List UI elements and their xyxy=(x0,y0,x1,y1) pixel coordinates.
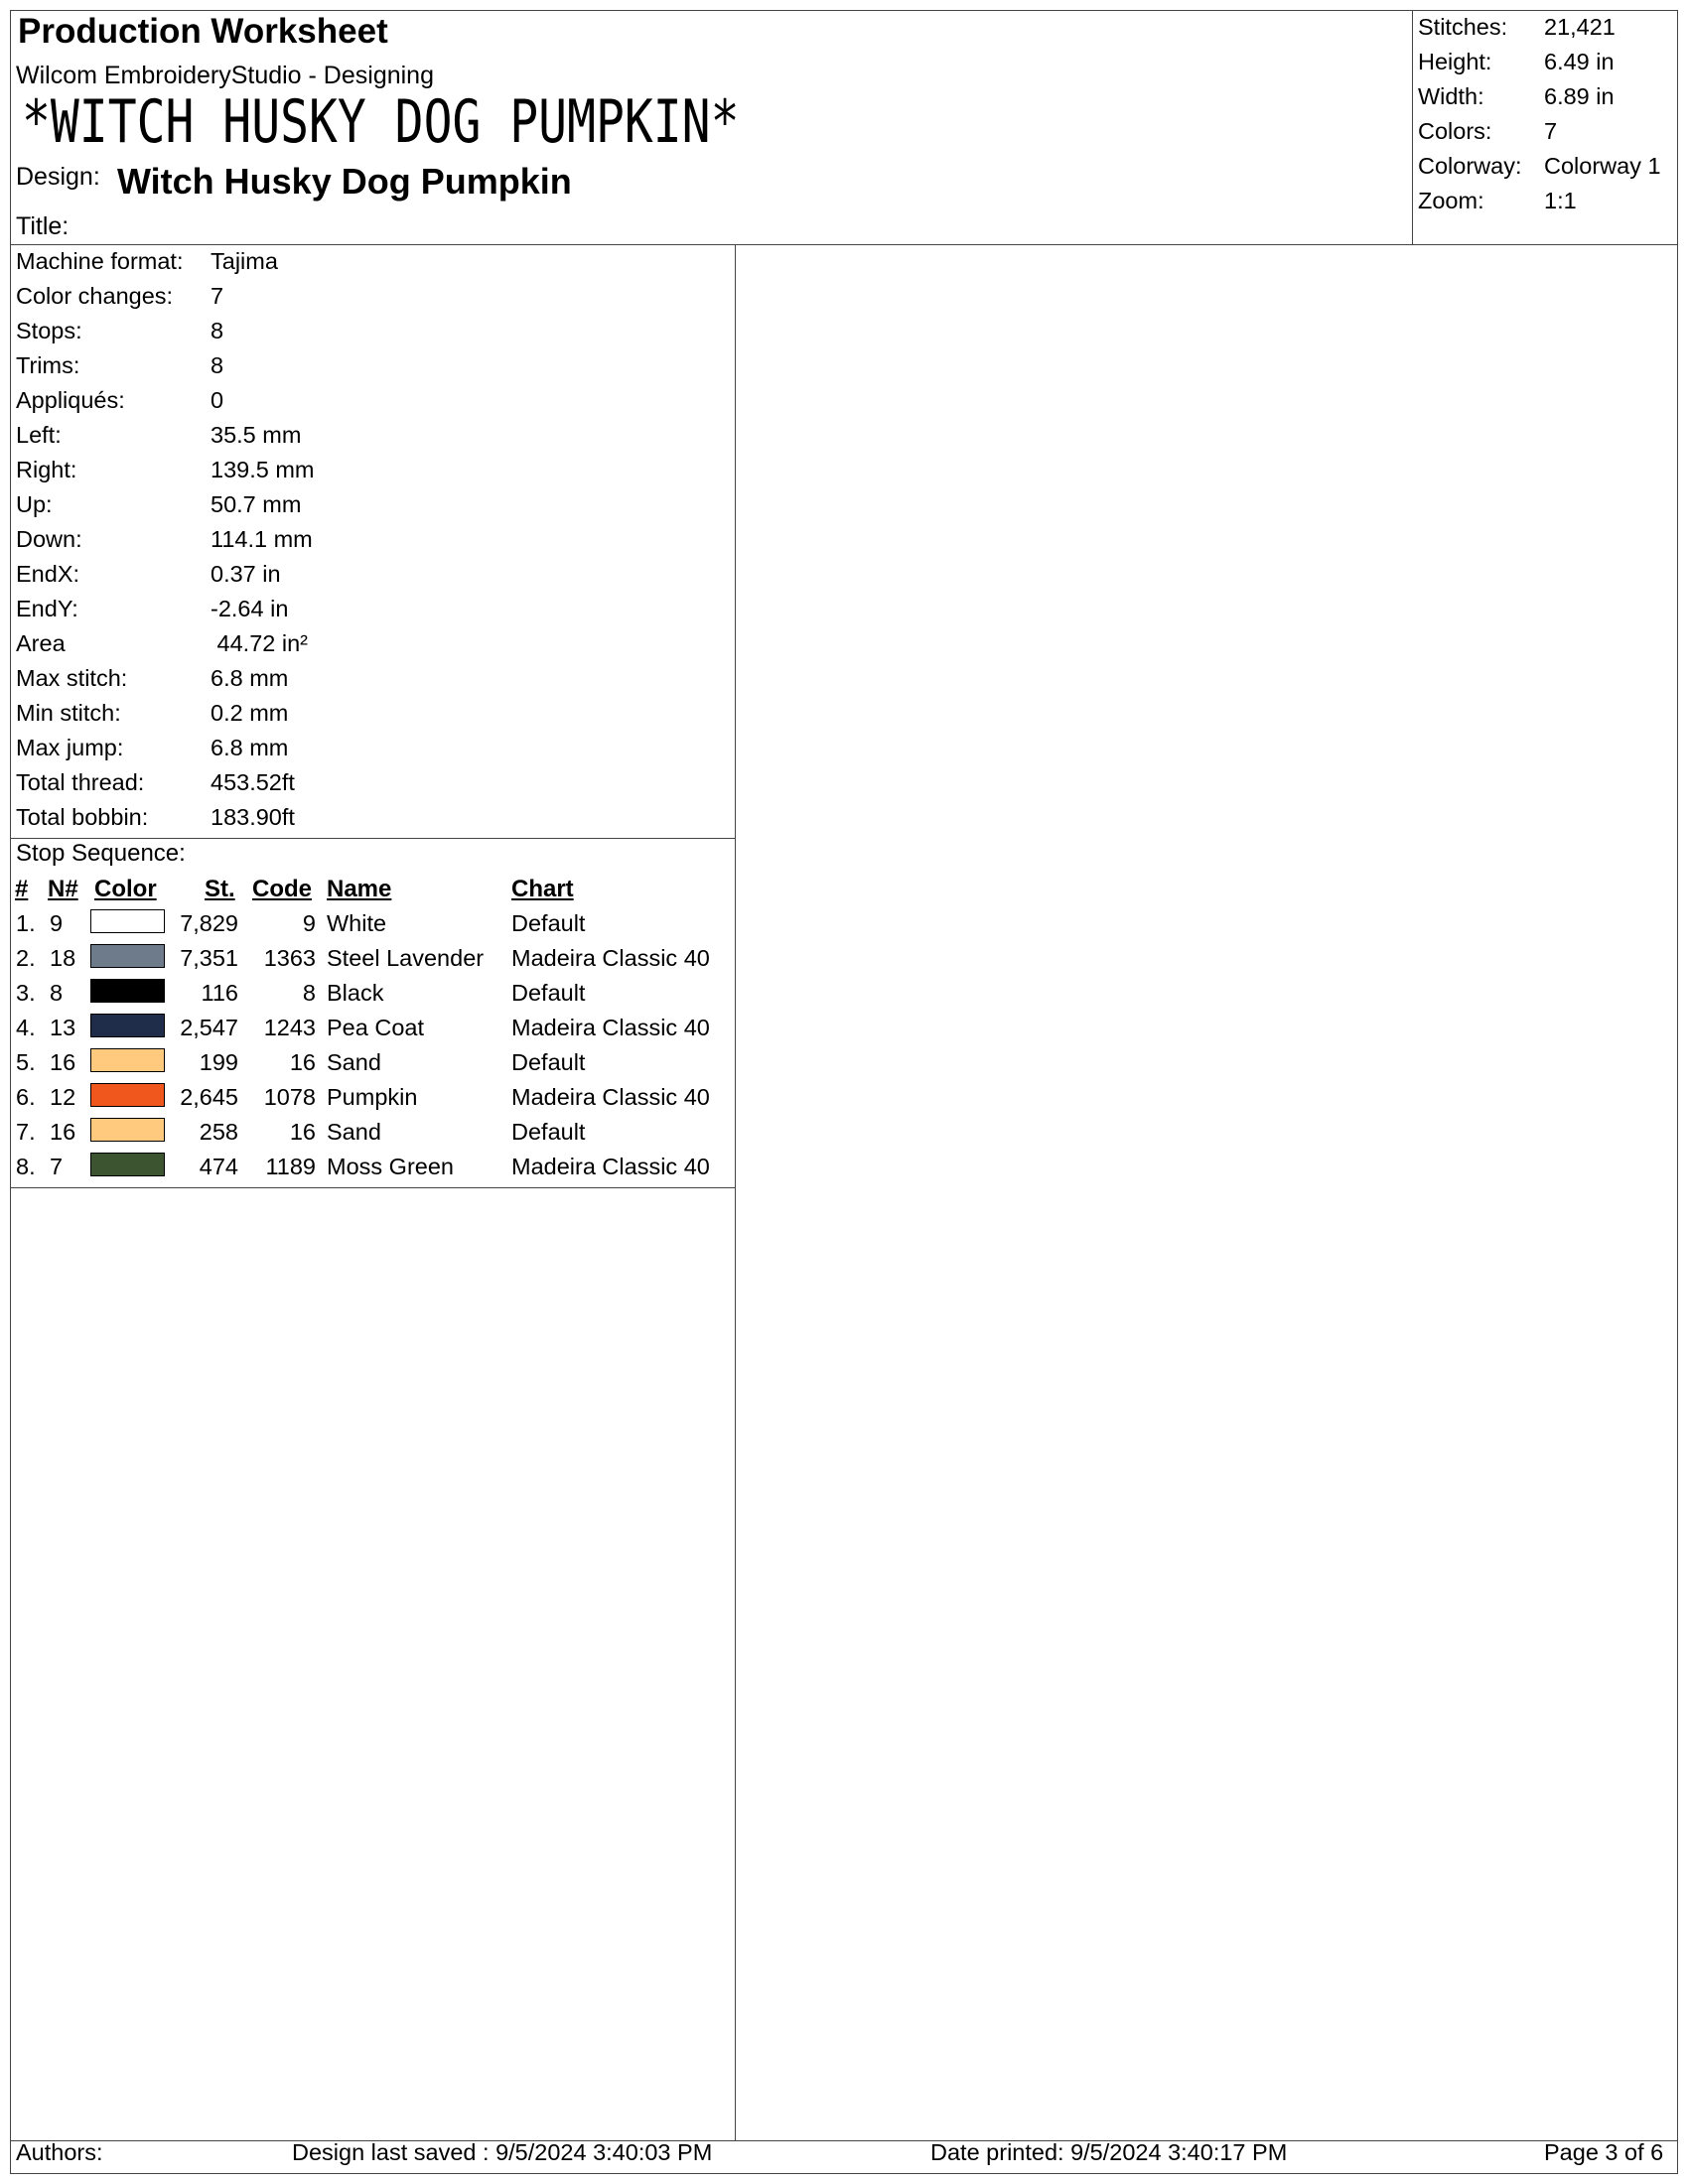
stat-value: 183.90ft xyxy=(211,804,295,830)
height-value: 6.49 in xyxy=(1544,49,1615,74)
row-stitches: 116 xyxy=(201,980,238,1006)
row-chart: Madeira Classic 40 xyxy=(511,1015,710,1040)
colors-label: Colors: xyxy=(1418,118,1492,144)
row-number: 8. xyxy=(16,1154,36,1179)
design-name: Witch Husky Dog Pumpkin xyxy=(117,161,572,202)
row-number: 6. xyxy=(16,1084,36,1110)
stat-label: EndY: xyxy=(16,596,78,621)
design-preview-area xyxy=(736,245,1677,2139)
row-name: Black xyxy=(327,980,384,1006)
color-swatch xyxy=(90,1048,165,1072)
stat-value: 0 xyxy=(211,387,224,413)
stat-value: 8 xyxy=(211,352,224,378)
row-chart: Default xyxy=(511,980,586,1006)
row-needle: 12 xyxy=(50,1084,76,1110)
stat-label: Total thread: xyxy=(16,769,145,795)
color-swatch xyxy=(90,1153,165,1176)
row-code: 1189 xyxy=(265,1154,316,1179)
stat-value: 44.72 in² xyxy=(211,630,308,656)
row-stitches: 2,645 xyxy=(180,1084,238,1110)
width-label: Width: xyxy=(1418,83,1484,109)
row-chart: Default xyxy=(511,910,586,936)
row-number: 2. xyxy=(16,945,36,971)
stats-divider xyxy=(10,838,735,839)
stat-label: Down: xyxy=(16,526,82,552)
zoom-label: Zoom: xyxy=(1418,188,1484,213)
page-number: Page 3 of 6 xyxy=(1544,2139,1664,2165)
row-stitches: 474 xyxy=(199,1154,238,1179)
row-chart: Madeira Classic 40 xyxy=(511,1154,710,1179)
colors-value: 7 xyxy=(1544,118,1558,144)
stat-value: 453.52ft xyxy=(211,769,295,795)
stat-value: 35.5 mm xyxy=(211,422,302,448)
stat-value: 7 xyxy=(211,283,224,309)
row-needle: 16 xyxy=(50,1119,76,1145)
row-stitches: 258 xyxy=(199,1119,238,1145)
row-needle: 13 xyxy=(50,1015,76,1040)
row-number: 3. xyxy=(16,980,36,1006)
height-label: Height: xyxy=(1418,49,1492,74)
col-needle-header: N# xyxy=(48,876,78,902)
stat-value: Tajima xyxy=(211,248,278,274)
row-chart: Madeira Classic 40 xyxy=(511,945,710,971)
row-stitches: 7,829 xyxy=(180,910,238,936)
stat-label: Color changes: xyxy=(16,283,174,309)
stat-value: 114.1 mm xyxy=(211,526,313,552)
row-code: 9 xyxy=(302,910,316,936)
date-printed: Date printed: 9/5/2024 3:40:17 PM xyxy=(930,2139,1288,2165)
row-number: 1. xyxy=(16,910,36,936)
color-swatch xyxy=(90,1118,165,1142)
row-stitches: 2,547 xyxy=(180,1015,238,1040)
row-name: Moss Green xyxy=(327,1154,454,1179)
row-code: 8 xyxy=(302,980,316,1006)
stat-value: 8 xyxy=(211,318,224,343)
row-name: Pea Coat xyxy=(327,1015,424,1040)
stitches-value: 21,421 xyxy=(1544,14,1616,40)
width-value: 6.89 in xyxy=(1544,83,1615,109)
title-label: Title: xyxy=(16,212,70,240)
color-swatch xyxy=(90,909,165,933)
authors-label: Authors: xyxy=(16,2139,103,2165)
stat-value: -2.64 in xyxy=(211,596,289,621)
row-code: 16 xyxy=(289,1049,316,1075)
color-swatch xyxy=(90,944,165,968)
color-swatch xyxy=(90,1014,165,1037)
row-code: 16 xyxy=(289,1119,316,1145)
col-stitches-header: St. xyxy=(205,876,235,902)
row-code: 1078 xyxy=(263,1084,316,1110)
col-chart-header: Chart xyxy=(511,876,574,902)
stat-value: 6.8 mm xyxy=(211,665,289,691)
stat-label: Up: xyxy=(16,491,53,517)
row-needle: 7 xyxy=(50,1154,64,1179)
row-needle: 8 xyxy=(50,980,64,1006)
stop-sequence-divider xyxy=(10,1187,735,1188)
row-chart: Default xyxy=(511,1049,586,1075)
color-swatch xyxy=(90,979,165,1003)
stat-value: 6.8 mm xyxy=(211,735,289,760)
row-name: White xyxy=(327,910,387,936)
stop-sequence-label: Stop Sequence: xyxy=(16,840,186,867)
stitches-label: Stitches: xyxy=(1418,14,1508,40)
stat-label: Area xyxy=(16,630,66,656)
row-chart: Madeira Classic 40 xyxy=(511,1084,710,1110)
stat-label: Total bobbin: xyxy=(16,804,149,830)
row-number: 7. xyxy=(16,1119,36,1145)
row-code: 1243 xyxy=(263,1015,316,1040)
row-stitches: 199 xyxy=(199,1049,238,1075)
stat-label: Max jump: xyxy=(16,735,124,760)
stat-label: Right: xyxy=(16,457,77,482)
row-name: Sand xyxy=(327,1119,381,1145)
row-number: 5. xyxy=(16,1049,36,1075)
summary-divider xyxy=(1412,10,1413,244)
row-name: Steel Lavender xyxy=(327,945,485,971)
stat-label: Trims: xyxy=(16,352,80,378)
row-name: Sand xyxy=(327,1049,381,1075)
stat-value: 0.2 mm xyxy=(211,700,289,726)
row-code: 1363 xyxy=(263,945,316,971)
stat-value: 139.5 mm xyxy=(211,457,315,482)
stat-label: Machine format: xyxy=(16,248,184,274)
stat-value: 50.7 mm xyxy=(211,491,302,517)
row-chart: Default xyxy=(511,1119,586,1145)
col-name-header: Name xyxy=(327,876,392,902)
zoom-value: 1:1 xyxy=(1544,188,1577,213)
last-saved: Design last saved : 9/5/2024 3:40:03 PM xyxy=(292,2139,713,2165)
stat-label: Max stitch: xyxy=(16,665,128,691)
colorway-value: Colorway 1 xyxy=(1544,153,1661,179)
row-needle: 9 xyxy=(50,910,64,936)
stat-value: 0.37 in xyxy=(211,561,281,587)
row-needle: 18 xyxy=(50,945,76,971)
row-needle: 16 xyxy=(50,1049,76,1075)
color-swatch xyxy=(90,1083,165,1107)
col-num-header: # xyxy=(15,876,29,902)
stat-label: Appliqués: xyxy=(16,387,125,413)
stat-label: Stops: xyxy=(16,318,82,343)
stat-label: EndX: xyxy=(16,561,80,587)
row-name: Pumpkin xyxy=(327,1084,418,1110)
page-title: Production Worksheet xyxy=(18,12,388,51)
row-stitches: 7,351 xyxy=(180,945,238,971)
col-code-header: Code xyxy=(252,876,312,902)
row-number: 4. xyxy=(16,1015,36,1040)
colorway-label: Colorway: xyxy=(1418,153,1522,179)
stat-label: Left: xyxy=(16,422,62,448)
software-name: Wilcom EmbroideryStudio - Designing xyxy=(16,62,434,89)
stat-label: Min stitch: xyxy=(16,700,121,726)
col-color-header: Color xyxy=(94,876,157,902)
design-label: Design: xyxy=(16,163,100,191)
footer-divider xyxy=(10,2140,1678,2141)
design-banner: *WITCH HUSKY DOG PUMPKIN* xyxy=(22,87,740,157)
